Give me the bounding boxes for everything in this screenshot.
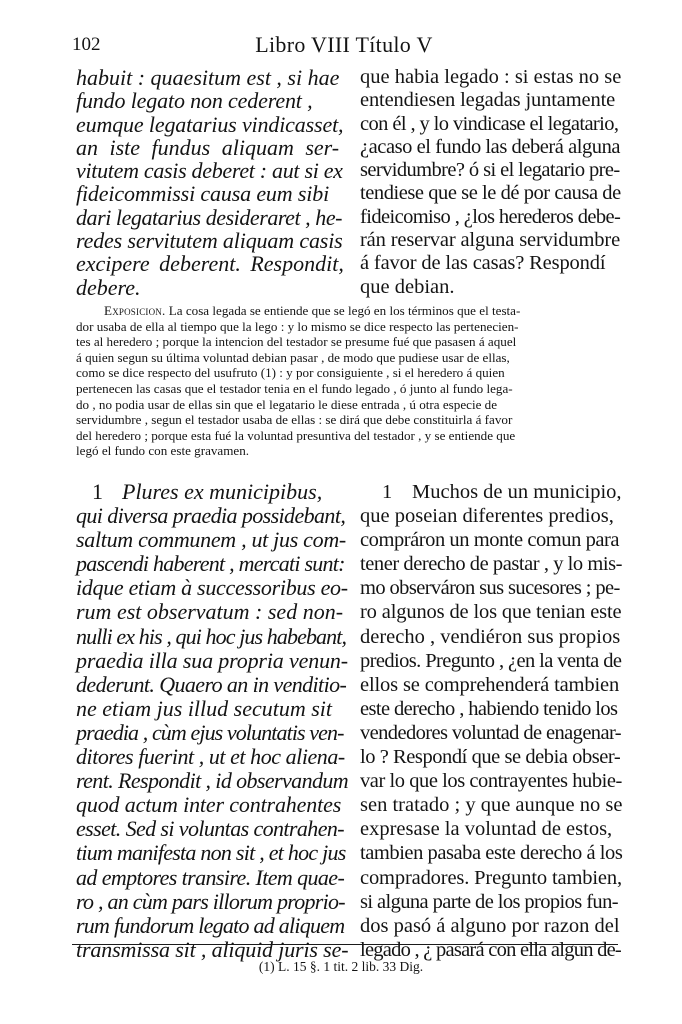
spanish-line: var lo que los contrayentes hubie- <box>360 770 622 793</box>
latin-line: an iste fundus aliquam ser- <box>76 134 340 160</box>
exposition-line: do , no podia usar de ellas sin que el legatario le diese entrada , ú otra especie de <box>76 396 498 412</box>
exposition-note <box>76 303 622 459</box>
latin-line: ditores fuerint , ut et hoc aliena- <box>76 744 345 770</box>
latin-line: praedia , cùm ejus voluntatis ven- <box>76 719 344 745</box>
latin-line: habuit : quaesitum est , si hae <box>76 65 340 90</box>
spanish-line: ellos se comprehenderá tambien <box>360 673 620 696</box>
exposition-line: á quien segun su última voluntad debian pasar , de modo que pudiese usar de ellas, <box>76 349 510 365</box>
latin-line: quod actum inter contrahentes <box>76 792 342 818</box>
page-header <box>72 30 616 56</box>
spanish-line: vendedores voluntad de enagenar- <box>360 721 622 744</box>
spanish-line: este derecho , habiendo tenido los <box>360 697 618 720</box>
latin-line: qui diversa praedia possidebant, <box>76 503 346 529</box>
exposition-line: pertenecen las casas que el testador tenia en el fundo legado , ó junto al fundo lega- <box>76 380 513 396</box>
latin-line: pascendi haberent , mercati sunt: <box>76 551 345 577</box>
latin-line: esset. Sed si voluntas contrahen- <box>76 816 344 842</box>
spanish-line: entendiesen legadas juntamente <box>360 89 616 112</box>
footnote-rule <box>72 944 618 945</box>
latin-section-first-line <box>76 480 348 504</box>
spanish-line: predios. Pregunto , ¿en la venta de <box>360 649 622 672</box>
exposition-text: La cosa legada se entiende que se legó en los términos que el testa- <box>168 303 521 318</box>
spanish-line: tendiese que se le dé por causa de <box>360 182 621 205</box>
latin-line: idque etiam à successoribus eo- <box>76 575 348 601</box>
exposition-line: servidumbre , segun el testador usaba de ellas : se dirá que debe constituirla á favor <box>76 412 513 428</box>
spanish-line: tambien pasaba este derecho á los <box>360 842 623 865</box>
running-head: Libro VIII Título V <box>255 32 433 57</box>
latin-line: redes servitutem aliquam casis <box>76 228 343 254</box>
section-number: 1 <box>382 481 393 503</box>
latin-line: dederunt. Quaero an in venditio- <box>76 671 347 697</box>
spanish-line: lo ? Respondí que se debia obser- <box>360 746 621 769</box>
spanish-line: ¿acaso el fundo las deberá alguna <box>360 135 621 158</box>
spanish-line: que poseian diferentes predios, <box>360 505 614 528</box>
latin-line: rent. Respondit , id observandum <box>76 768 349 794</box>
spanish-line: ro algunos de los que tenian este <box>360 601 622 624</box>
exposition-line: tes al heredero ; porque la intencion del testador se presume fué que pasasen á aquel <box>76 334 517 350</box>
latin-line: fideicommissi causa eum sibi <box>76 181 330 207</box>
latin-line: saltum communem , ut jus com- <box>76 527 346 553</box>
latin-line: tium manifesta non sit , et hoc jus <box>76 840 346 866</box>
latin-line: rum est observatum : sed non- <box>76 599 344 625</box>
latin-line: nulli ex his , qui hoc jus habebant, <box>76 623 347 649</box>
spanish-line: expresase la voluntad de estos, <box>360 818 613 841</box>
spanish-line: Muchos de un municipio, <box>412 481 622 503</box>
section-latin-column <box>76 480 348 962</box>
section-spanish-column <box>360 480 622 962</box>
section-number: 1 <box>92 479 103 504</box>
latin-line: excipere deberent. Respondit, <box>76 251 344 277</box>
latin-line: rum fundorum legato ad aliquem <box>76 912 345 938</box>
exposition-line: dor usaba de ella al tiempo que la lego : y lo mismo se dice respecto las pertenecien- <box>76 318 519 334</box>
top-latin-column <box>76 66 344 299</box>
latin-line: debere. <box>76 274 141 300</box>
latin-line: ne etiam jus illud secutum sit <box>76 695 333 721</box>
spanish-line: sen tratado ; y que aunque no se <box>360 794 623 817</box>
spanish-line: si alguna parte de los propios fun- <box>360 890 618 913</box>
latin-line: ad emptores transire. Item quae- <box>76 864 345 890</box>
spanish-line: á favor de las casas? Respondí <box>360 252 606 275</box>
latin-line: eumque legatarius vindicasset, <box>76 111 344 137</box>
spanish-line: compráron un monte comun para <box>360 529 620 552</box>
latin-line: Plures ex municipibus, <box>122 479 323 504</box>
spanish-line: tener derecho de pastar , y lo mis- <box>360 553 623 576</box>
exposition-line: legó el fundo con este gravamen. <box>76 443 250 459</box>
spanish-line: derecho , vendiéron sus propios <box>360 625 621 648</box>
footnote: (1) L. 15 §. 1 tit. 2 lib. 33 Dig. <box>258 959 424 974</box>
spanish-line: que debian. <box>360 275 455 298</box>
exposition-label: Exposicion. <box>104 303 166 318</box>
latin-line: ro , an cùm pars illorum proprio- <box>76 888 345 914</box>
spanish-line: compradores. Pregunto tambien, <box>360 866 622 889</box>
page-number: 102 <box>72 34 101 55</box>
exposition-first-line <box>76 303 622 319</box>
exposition-line: como se dice respecto del usufruto (1) : y por consiguiente , si el heredero á quien <box>76 365 505 381</box>
spanish-line: dos pasó á alguno por razon del <box>360 914 620 937</box>
latin-line: praedia illa sua propria venun- <box>76 647 348 673</box>
latin-line: transmissa sit , aliquid juris se- <box>76 936 349 962</box>
spanish-section-first-line <box>360 480 622 504</box>
spanish-line: fideicomiso , ¿los herederos debe- <box>360 205 621 228</box>
spanish-line: con él , y lo vindicase el legatario, <box>360 112 619 135</box>
spanish-line: mo observáron sus sucesores ; pe- <box>360 577 620 600</box>
latin-line: dari legatarius desideraret , he- <box>76 204 343 230</box>
latin-line: vitutem casis deberet : aut si ex <box>76 158 343 184</box>
spanish-line: legado , ¿ pasará con ella algun de- <box>360 938 622 961</box>
spanish-line: que habia legado : si estas no se <box>360 66 622 88</box>
latin-line: fundo legato non cederent , <box>76 88 313 114</box>
spanish-line: rán reservar alguna servidumbre <box>360 229 621 252</box>
top-spanish-column <box>360 66 622 299</box>
exposition-line: del heredero ; porque esta fué la voluntad presuntiva del testador , y se entiende que <box>76 427 516 443</box>
spanish-line: servidumbre? ó si el legatario pre- <box>360 159 620 182</box>
